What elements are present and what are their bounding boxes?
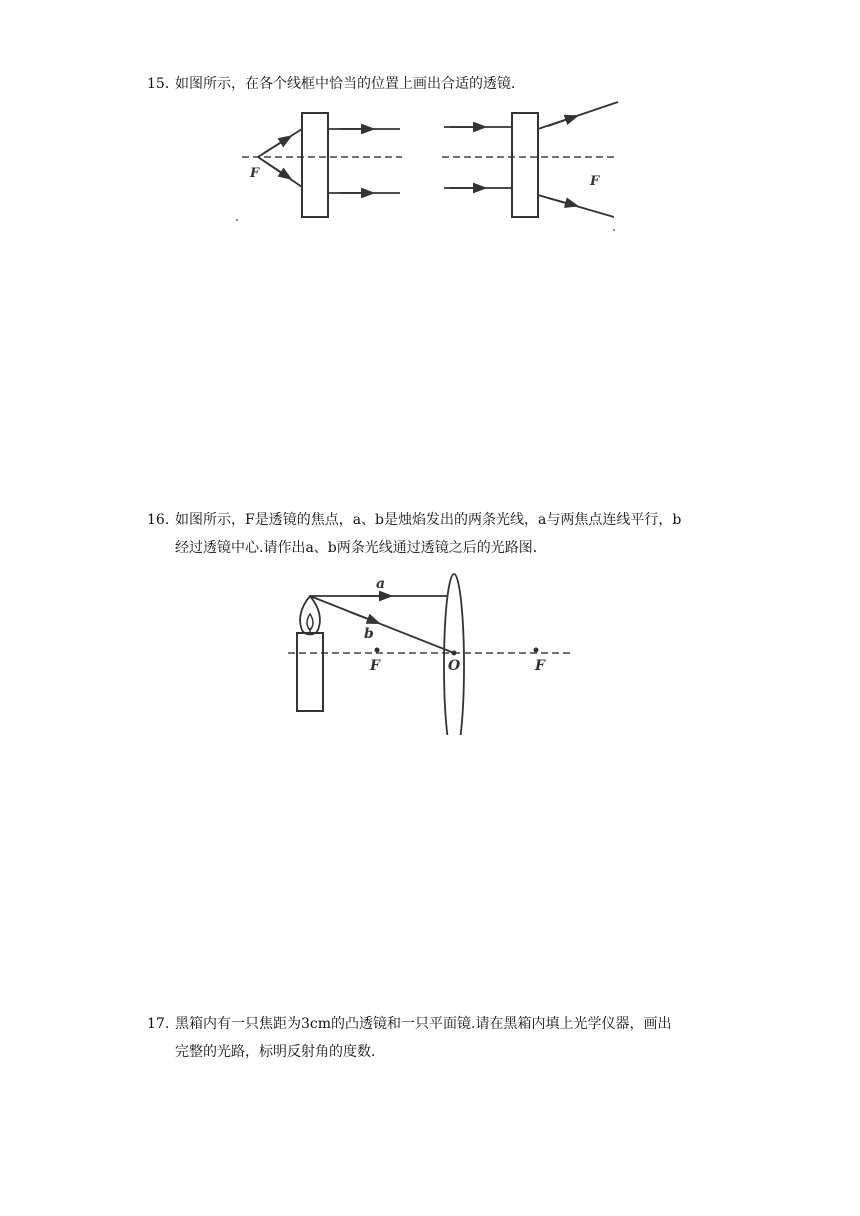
question-text-line2: 经过透镜中心.请作出a、b两条光线通过透镜之后的光路图． <box>175 540 547 556</box>
label-ray-a: a <box>376 576 386 592</box>
question-number: 15. <box>147 76 170 92</box>
question-15 <box>147 70 525 98</box>
q16-figure <box>280 570 580 735</box>
question-16 <box>147 506 681 562</box>
q15-right-box <box>512 113 538 217</box>
q15-right-diagram <box>442 102 618 231</box>
question-number: 17. <box>147 1016 170 1032</box>
label-focus-left: F <box>370 658 380 674</box>
q15-focus-left: F <box>250 166 260 181</box>
label-ray-b: b <box>364 626 374 642</box>
question-text: 如图所示，在各个线框中恰当的位置上画出合适的透镜． <box>175 76 525 92</box>
question-17 <box>147 1010 671 1066</box>
question-text-line1: 如图所示，F是透镜的焦点，a、b是烛焰发出的两条光线，a与两焦点连线平行，b <box>175 512 682 528</box>
q15-focus-right: F <box>590 174 600 189</box>
label-focus-right: F <box>535 658 545 674</box>
label-center-o: O <box>448 658 461 674</box>
question-text-line1: 黑箱内有一只焦距为3cm的凸透镜和一只平面镜.请在黑箱内填上光学仪器，画出 <box>175 1016 672 1032</box>
q15-figure <box>230 95 630 235</box>
q15-left-diagram <box>242 113 402 217</box>
question-number: 16. <box>147 512 170 528</box>
q15-left-box <box>302 113 328 217</box>
question-text-line2: 完整的光路，标明反射角的度数． <box>175 1044 385 1060</box>
